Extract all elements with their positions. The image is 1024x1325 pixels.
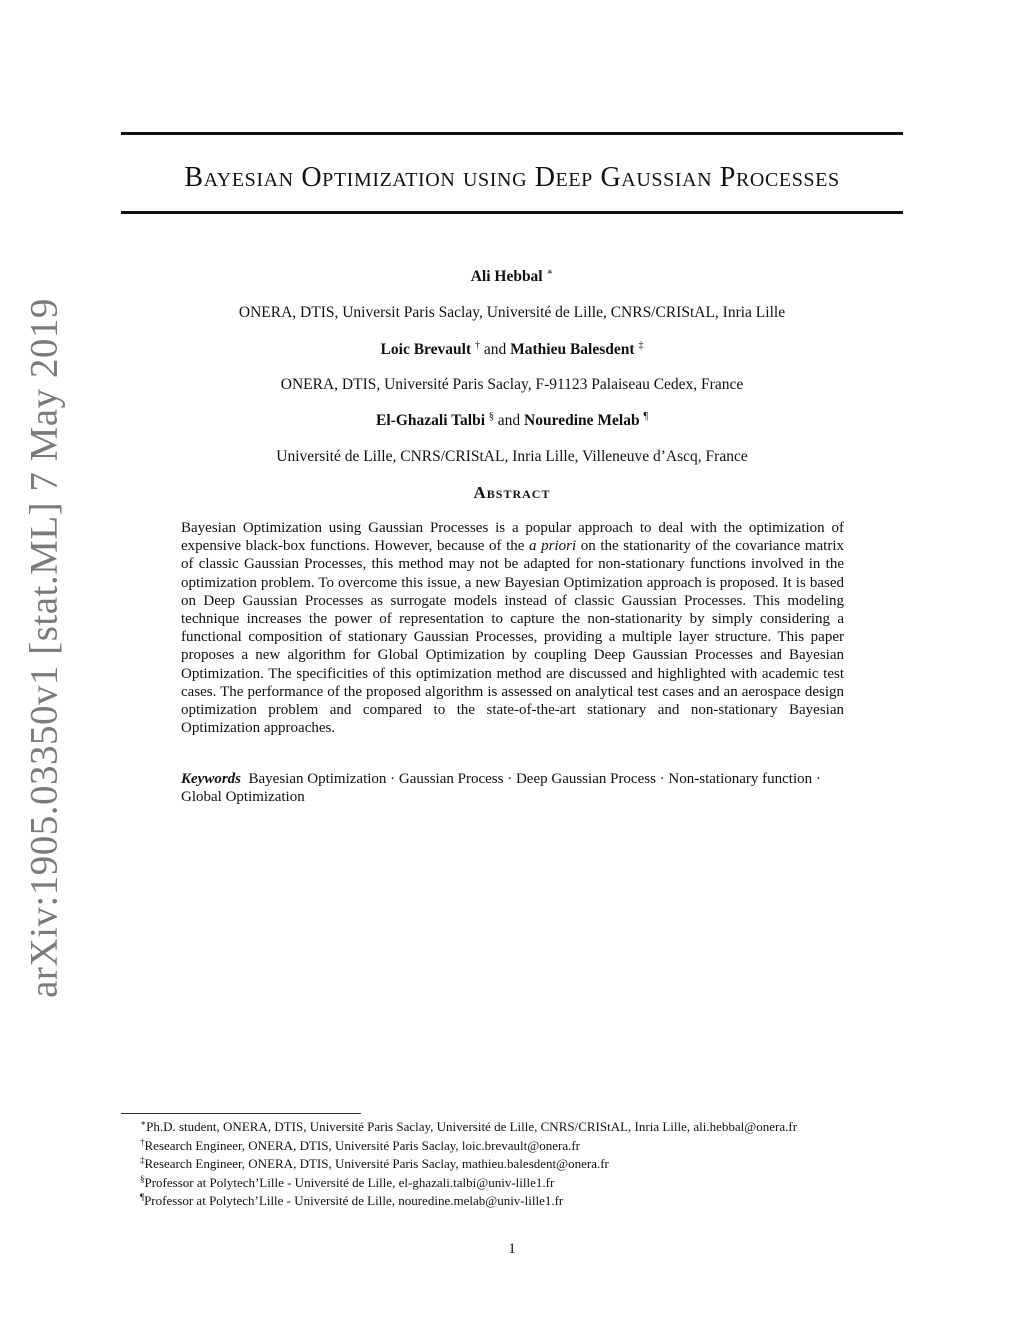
title-top-rule	[121, 132, 903, 135]
author-line-1	[121, 268, 903, 286]
footnote-mark: †	[140, 1136, 145, 1147]
affiliation-3: Université de Lille, CNRS/CRIStAL, Inria Lille, Villeneuve d’Ascq, France	[276, 448, 748, 465]
author-footnote-mark: ‡	[638, 340, 644, 351]
author-footnote-mark: §	[488, 411, 494, 422]
footnote-mark: ∗	[140, 1118, 147, 1128]
footnote	[140, 1192, 797, 1211]
affiliation-2: ONERA, DTIS, Université Paris Saclay, F-91123 Palaiseau Cedex, France	[280, 376, 744, 393]
footnote-text: Professor at Polytech’Lille - Université de Lille, el-ghazali.talbi@univ-lille1.fr	[144, 1174, 555, 1190]
footnote	[140, 1155, 797, 1174]
footnote-text: Ph.D. student, ONERA, DTIS, Université Paris Saclay, Université de Lille, CNRS/CRIStAL, Inria Lille, ali.hebbal@onera.fr	[146, 1119, 798, 1134]
paper-title: Bayesian Optimization using Deep Gaussian Processes	[184, 162, 840, 193]
abstract-emphasis: a priori	[529, 538, 577, 555]
page-number: 1	[508, 1241, 516, 1257]
author-line-2	[121, 341, 903, 359]
keywords-label-initial: K	[181, 771, 192, 787]
abstract-body	[181, 519, 844, 737]
author-name: Loic Brevault	[380, 341, 472, 358]
footnote-mark: ‡	[140, 1155, 145, 1165]
keywords-block	[181, 770, 844, 806]
author-connector: and	[497, 412, 521, 429]
footnote	[140, 1174, 797, 1193]
author-footnote-mark: ∗	[546, 267, 554, 278]
affiliation-1: ONERA, DTIS, Universit Paris Saclay, Université de Lille, CNRS/CRIStAL, Inria Lille	[238, 304, 786, 321]
footnote	[140, 1137, 797, 1156]
footnote-rule	[121, 1113, 361, 1114]
keywords-label-rest: eywords	[191, 771, 242, 787]
footnote-text: Professor at Polytech’Lille - Université de Lille, nouredine.melab@univ-lille1.fr	[144, 1193, 564, 1208]
author-connector: and	[483, 341, 507, 358]
author-name: El-Ghazali Talbi	[376, 412, 486, 429]
title-bottom-rule	[121, 211, 903, 214]
abstract-text: Bayesian Optimization using Gaussian Processes is a popular approach to deal with the optimization of expensive black-box functions. However, because of the	[181, 520, 844, 555]
author-name: Nouredine Melab	[524, 412, 640, 429]
footnote-text: Research Engineer, ONERA, DTIS, Université Paris Saclay, mathieu.balesdent@onera.fr	[144, 1156, 609, 1171]
footnote-mark: §	[140, 1173, 145, 1184]
footnote-mark: ¶	[140, 1192, 145, 1202]
author-footnote-mark: ¶	[643, 411, 648, 422]
abstract-heading: Abstract	[473, 483, 551, 502]
footnotes	[140, 1118, 797, 1211]
abstract-text: on the stationarity of the covariance matrix of classic Gaussian Processes, this method may not be adapted for non-stationary functions involved in the optimization problem. To overcome this issue, a new Bayesian Optimization approach is proposed. It is based on Deep Gaussian Processes as surrogate models instead of classic Gaussian Processes. This modeling technique increases the power of representation to capture the non-stationarity by simply considering a functional composition of stationary Gaussian Processes, providing a multiple layer structure. This paper proposes a new algorithm for Global Optimization by coupling Deep Gaussian Processes and Bayesian Optimization. The specificities of this optimization method are discussed and highlighted with academic test cases. The performance of the proposed algorithm is assessed on analytical test cases and an aerospace design optimization problem and compared to the state-of-the-art stationary and non-stationary Bayesian Optimization approaches.	[181, 538, 844, 737]
footnote-text: Research Engineer, ONERA, DTIS, Université Paris Saclay, loic.brevault@onera.fr	[144, 1137, 580, 1153]
author-line-3	[121, 412, 903, 430]
author-name: Mathieu Balesdent	[510, 341, 635, 358]
footnote	[140, 1118, 797, 1137]
keywords-label	[181, 771, 241, 787]
arxiv-identifier: arXiv:1905.03350v1 [stat.ML] 7 May 2019	[22, 298, 66, 998]
keywords-text: Bayesian Optimization · Gaussian Process · Deep Gaussian Process · Non-stationary function · Global Optimization	[181, 771, 821, 806]
author-footnote-mark: †	[474, 340, 480, 351]
author-name: Ali Hebbal	[470, 268, 543, 285]
